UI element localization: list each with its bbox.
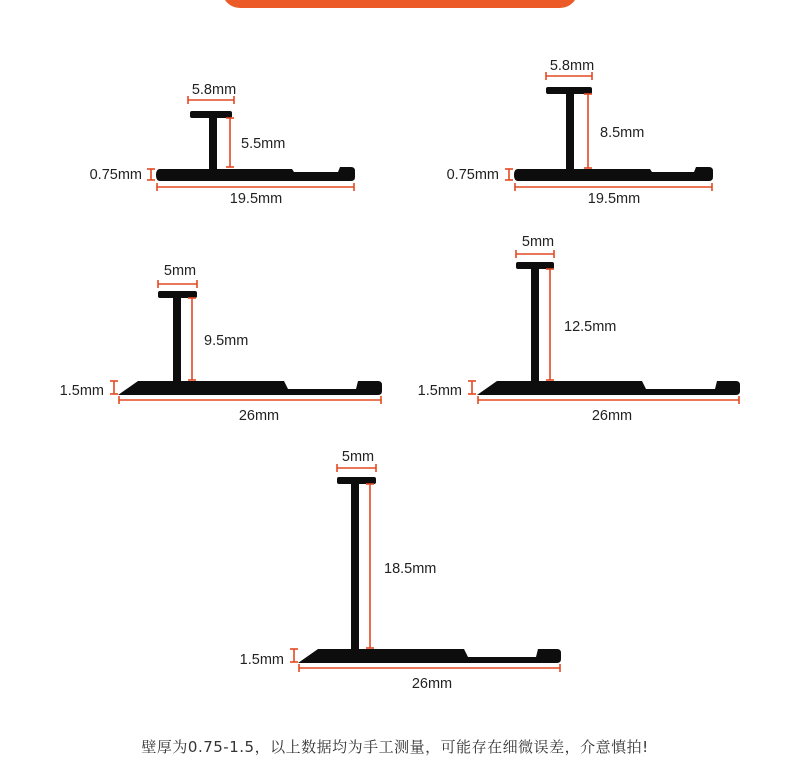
profile-2 — [447, 58, 713, 207]
profile-5-thickness-label: 1.5mm — [239, 652, 284, 668]
profile-2-base — [514, 167, 713, 181]
footer-note: 壁厚为0.75-1.5，以上数据均为手工测量，可能存在细微误差，介意慎拍! — [141, 738, 649, 756]
profile-5-top-width-label: 5mm — [341, 449, 375, 465]
profile-4-base-width-label: 26mm — [591, 408, 633, 424]
profile-3-top-width-label: 5mm — [163, 263, 197, 279]
profile-3-stem — [173, 291, 181, 383]
profile-4-thickness-label: 1.5mm — [417, 383, 462, 399]
profile-2-stem — [566, 87, 574, 173]
profile-5 — [240, 449, 561, 692]
profile-4-stem — [531, 262, 539, 383]
profile-4-height-label: 12.5mm — [564, 319, 617, 335]
profile-5-base — [298, 649, 561, 663]
profile-4-base — [477, 381, 740, 395]
profile-3-base — [118, 381, 382, 395]
profile-3 — [60, 263, 382, 424]
profile-4 — [418, 234, 740, 424]
profile-2-top-width-label: 5.8mm — [549, 58, 595, 74]
profile-5-base-width-label: 26mm — [411, 676, 453, 692]
profile-5-stem — [351, 477, 359, 651]
profile-1 — [90, 82, 355, 207]
profile-1-height-label: 5.5mm — [241, 136, 286, 152]
profile-1-stem — [209, 111, 217, 173]
profile-5-height-label: 18.5mm — [384, 561, 437, 577]
profile-3-base-width-label: 26mm — [238, 408, 280, 424]
profile-1-thickness-label: 0.75mm — [89, 167, 142, 183]
profile-3-height-label: 9.5mm — [204, 333, 249, 349]
profile-4-top-width-label: 5mm — [521, 234, 555, 250]
profile-1-base-width-label: 19.5mm — [229, 191, 283, 207]
profile-1-top-width-label: 5.8mm — [191, 82, 237, 98]
profile-3-thickness-label: 1.5mm — [59, 383, 104, 399]
profile-2-thickness-label: 0.75mm — [446, 167, 499, 183]
profile-1-base — [156, 167, 355, 181]
profile-2-base-width-label: 19.5mm — [587, 191, 641, 207]
profile-2-height-label: 8.5mm — [600, 125, 645, 141]
